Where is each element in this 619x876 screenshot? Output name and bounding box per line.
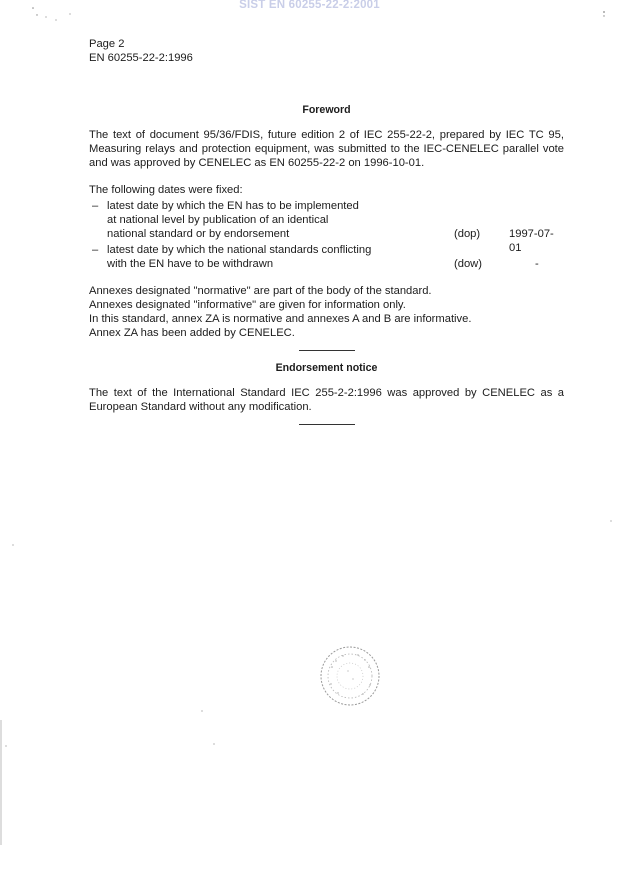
date-item-line: at national level by publication of an identical xyxy=(107,214,329,226)
date-code-dow: (dow) xyxy=(454,258,482,270)
date-item-text: national standard or by endorsement xyxy=(107,228,290,240)
dates-list xyxy=(89,199,564,271)
watermark: SIST EN 60255-22-2:2001 xyxy=(239,0,380,11)
date-item-line-last xyxy=(107,257,564,271)
annex-line: In this standard, annex ZA is normative and annexes A and B are informative. xyxy=(89,313,472,325)
list-dash: – xyxy=(92,244,99,256)
date-code-dop: (dop) xyxy=(454,228,481,240)
seal-stamp-icon xyxy=(318,645,382,707)
page-number: Page 2 xyxy=(89,38,125,50)
end-divider xyxy=(299,424,355,425)
annex-line: Annexes designated "normative" are part of the body of the standard. xyxy=(89,285,432,297)
date-item-text: with the EN have to be withdrawn xyxy=(107,258,274,270)
list-dash: – xyxy=(92,200,99,212)
date-value-dow: - xyxy=(535,258,539,270)
document-page xyxy=(89,37,564,425)
foreword-intro: The text of document 95/36/FDIS, future edition 2 of IEC 255-22-2, prepared by IEC TC 95, Measuring relays and protection equipment, was submitted to the IEC-CENELEC parallel vote and was approved by CENELEC as EN 60255-22-2 on 1996-10-01. xyxy=(89,129,564,169)
annex-notes xyxy=(89,284,564,340)
annex-line: Annex ZA has been added by CENELEC. xyxy=(89,327,295,339)
dates-intro: The following dates were fixed: xyxy=(89,184,243,196)
annex-line: Annexes designated "informative" are given for information only. xyxy=(89,299,406,311)
endorsement-text: The text of the International Standard IEC 255-2-2:1996 was approved by CENELEC as a European Standard without any modification. xyxy=(89,387,564,413)
date-item-dow xyxy=(89,243,564,271)
document-number: EN 60255-22-2:1996 xyxy=(89,52,193,64)
date-item-line: latest date by which the national standards conflicting xyxy=(107,244,372,256)
date-value-dop: 1997-07-01 xyxy=(509,228,554,254)
date-item-line: latest date by which the EN has to be implemented xyxy=(107,200,359,212)
endorsement-heading: Endorsement notice xyxy=(275,362,378,374)
foreword-heading: Foreword xyxy=(302,104,351,116)
section-divider xyxy=(299,350,355,351)
